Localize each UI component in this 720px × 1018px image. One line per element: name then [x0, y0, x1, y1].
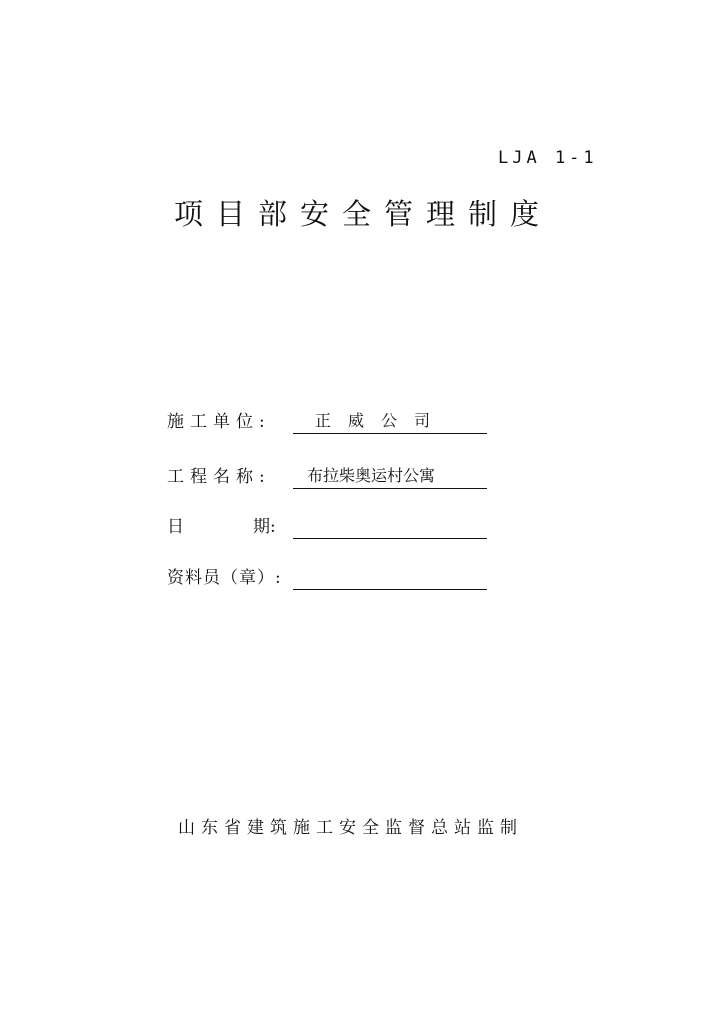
footer-issuer: 山东省建筑施工安全监督总站监制 — [178, 818, 523, 838]
field-value: 正威公司 — [315, 411, 448, 430]
field-label: 施工单位: — [167, 412, 271, 432]
field-value: 布拉柴奥运村公寓 — [307, 466, 436, 485]
field-underline — [293, 515, 487, 539]
field-label-right: 期: — [253, 517, 276, 537]
field-label: 工程名称: — [167, 467, 271, 487]
field-underline — [293, 465, 487, 489]
field-underline — [293, 566, 487, 590]
document-code: LJA 1-1 — [498, 148, 598, 168]
field-label-left: 日 — [167, 517, 184, 537]
field-underline — [293, 410, 487, 434]
field-label: 资料员（章）: — [167, 568, 282, 588]
document-title: 项目部安全管理制度 — [174, 197, 553, 231]
